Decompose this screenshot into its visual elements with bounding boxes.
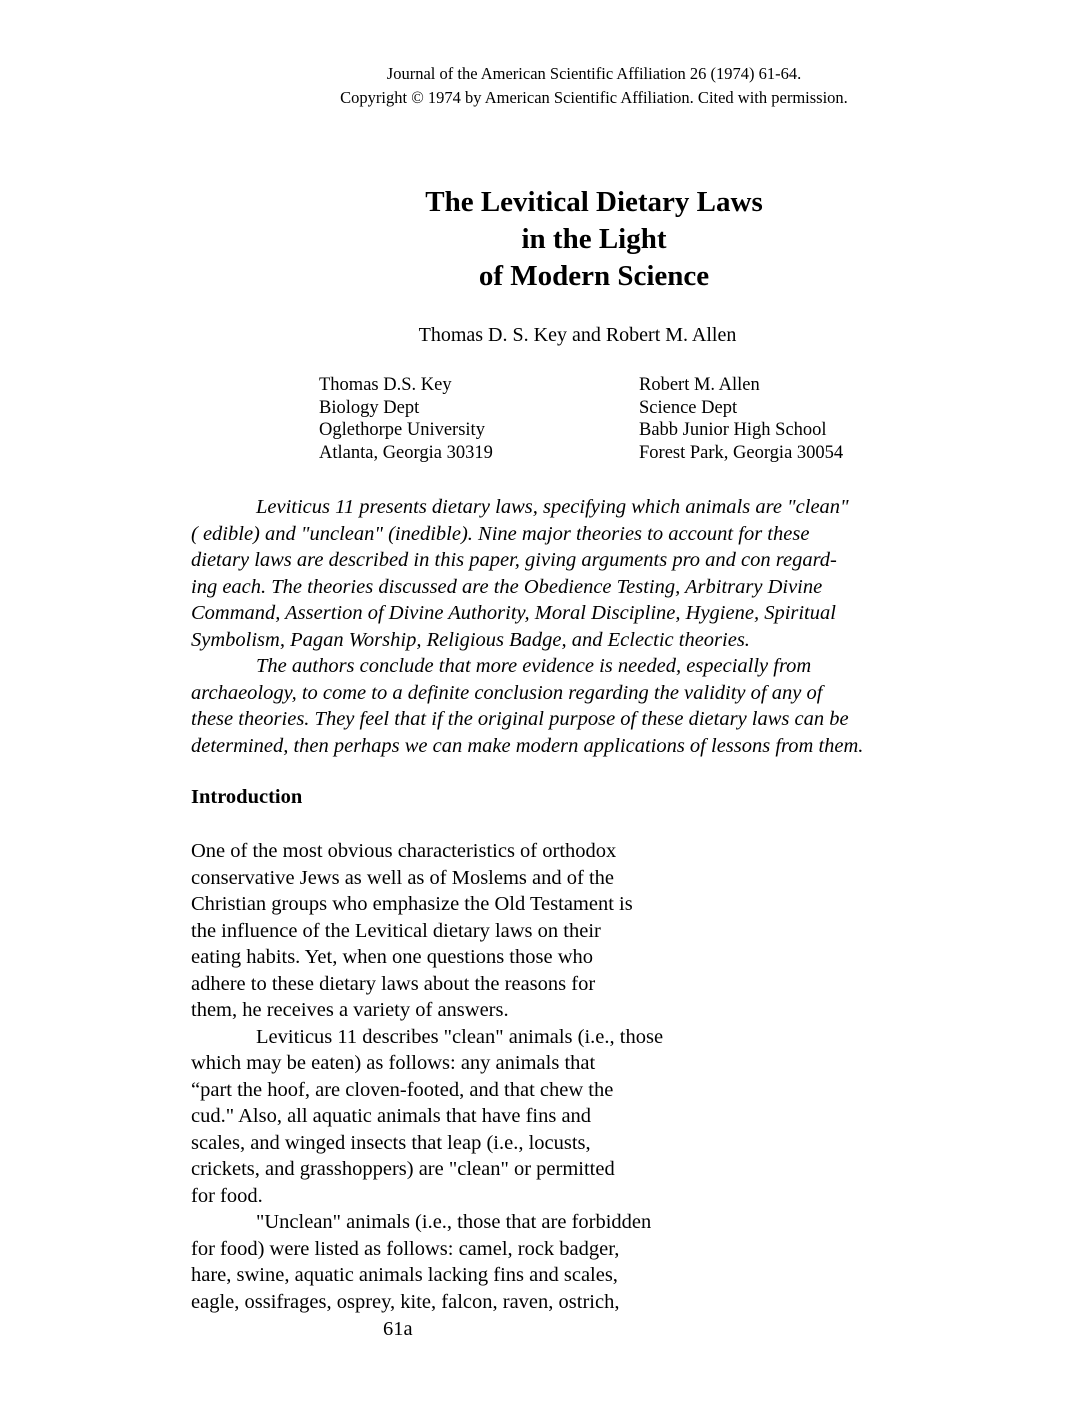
affiliation-location: Forest Park, Georgia 30054 bbox=[639, 442, 844, 463]
abstract-line: Symbolism, Pagan Worship, Religious Badge, and Eclectic theories. bbox=[191, 628, 750, 651]
title-line-2: in the Light bbox=[521, 223, 667, 255]
copyright-line: Copyright © 1974 by American Scientific Affiliation. Cited with permission. bbox=[340, 88, 848, 107]
affiliation-dept: Science Dept bbox=[639, 397, 738, 418]
affiliation-dept: Biology Dept bbox=[319, 397, 420, 418]
body-line: adhere to these dietary laws about the reasons for bbox=[191, 972, 596, 995]
abstract-line: these theories. They feel that if the original purpose of these dietary laws can be bbox=[191, 708, 849, 730]
body-line: hare, swine, aquatic animals lacking fins and scales, bbox=[191, 1264, 618, 1286]
author-byline: Thomas D. S. Key and Robert M. Allen bbox=[418, 324, 737, 346]
abstract-line: Command, Assertion of Divine Authority, Moral Discipline, Hygiene, Spiritual bbox=[191, 602, 836, 624]
abstract-line: The authors conclude that more evidence is needed, especially from bbox=[256, 655, 812, 677]
body-line: scales, and winged insects that leap (i.e., locusts, bbox=[191, 1131, 591, 1154]
intro-paragraph-2 bbox=[191, 1024, 731, 1210]
page-number: 61a bbox=[383, 1318, 413, 1340]
affiliation-allen bbox=[639, 374, 843, 464]
introduction-body bbox=[191, 838, 731, 1315]
affiliation-name: Robert M. Allen bbox=[639, 375, 760, 395]
affiliation-institution: Babb Junior High School bbox=[639, 420, 827, 440]
body-line: One of the most obvious characteristics of orthodox bbox=[191, 840, 617, 862]
body-line: for food) were listed as follows: camel, rock badger, bbox=[191, 1237, 620, 1260]
affiliation-name: Thomas D.S. Key bbox=[319, 375, 452, 395]
paper-title bbox=[0, 184, 1088, 295]
body-line: crickets, and grasshoppers) are "clean" or permitted bbox=[191, 1158, 615, 1180]
body-line: conservative Jews as well as of Moslems and of the bbox=[191, 866, 614, 889]
abstract-paragraph-1 bbox=[191, 494, 961, 653]
abstract-line: ( edible) and "unclean" (inedible). Nine major theories to account for these bbox=[191, 522, 810, 545]
body-line: "Unclean" animals (i.e., those that are forbidden bbox=[256, 1211, 652, 1233]
section-heading-introduction: Introduction bbox=[191, 786, 303, 808]
intro-paragraph-1 bbox=[191, 838, 731, 1024]
body-line: “part the hoof, are cloven-footed, and that chew the bbox=[191, 1078, 614, 1101]
abstract-line: archaeology, to come to a definite conclusion regarding the validity of any of bbox=[191, 681, 823, 704]
body-line: eating habits. Yet, when one questions those who bbox=[191, 946, 593, 968]
body-line: Leviticus 11 describes "clean" animals (i.e., those bbox=[256, 1025, 664, 1048]
affiliation-location: Atlanta, Georgia 30319 bbox=[319, 442, 493, 463]
abstract-line: Leviticus 11 presents dietary laws, specifying which animals are "clean" bbox=[256, 496, 849, 518]
body-line: the influence of the Levitical dietary laws on their bbox=[191, 919, 601, 942]
body-line: eagle, ossifrages, osprey, kite, falcon, raven, ostrich, bbox=[191, 1290, 620, 1313]
body-line: which may be eaten) as follows: any animals that bbox=[191, 1052, 596, 1074]
title-line-1: The Levitical Dietary Laws bbox=[425, 186, 763, 218]
journal-header bbox=[0, 62, 1088, 110]
title-line-3: of Modern Science bbox=[478, 260, 710, 292]
intro-paragraph-3 bbox=[191, 1209, 731, 1315]
body-line: Christian groups who emphasize the Old Testament is bbox=[191, 893, 633, 915]
affiliation-key bbox=[319, 374, 493, 464]
abstract bbox=[191, 494, 961, 759]
body-line: for food. bbox=[191, 1184, 263, 1207]
abstract-line: dietary laws are described in this paper, giving arguments pro and con regard- bbox=[191, 549, 837, 571]
affiliation-institution: Oglethorpe University bbox=[319, 420, 485, 440]
abstract-line: determined, then perhaps we can make modern applications of lessons from them. bbox=[191, 734, 864, 757]
citation-line: Journal of the American Scientific Affiliation 26 (1974) 61-64. bbox=[386, 64, 802, 83]
body-line: them, he receives a variety of answers. bbox=[191, 999, 509, 1021]
body-line: cud." Also, all aquatic animals that have fins and bbox=[191, 1105, 592, 1127]
abstract-paragraph-2 bbox=[191, 653, 961, 759]
abstract-line: ing each. The theories discussed are the Obedience Testing, Arbitrary Divine bbox=[191, 575, 823, 598]
